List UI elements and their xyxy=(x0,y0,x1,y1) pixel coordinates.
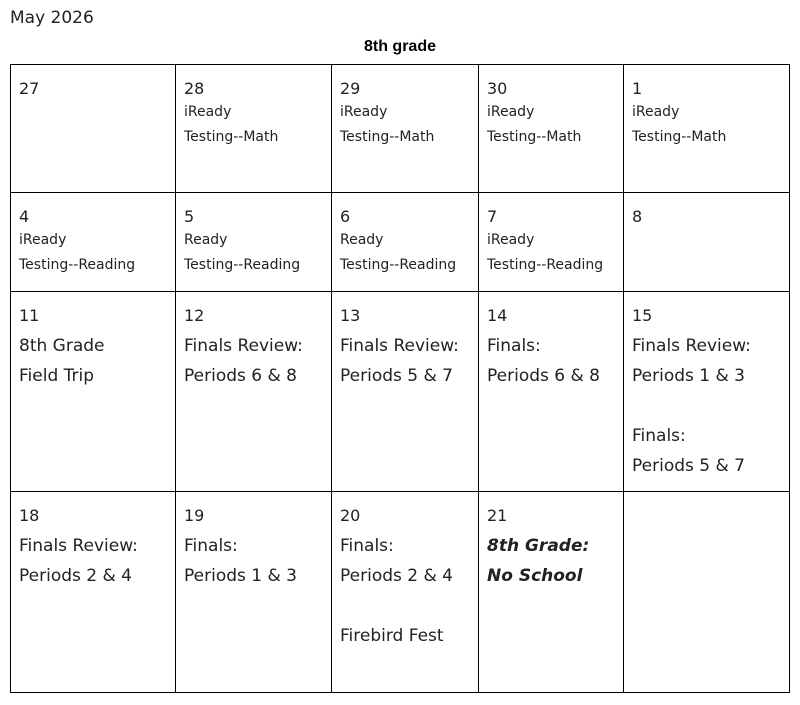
event-text: Testing--Math xyxy=(340,129,435,145)
day-cell xyxy=(479,292,624,492)
day-cell xyxy=(624,193,790,292)
day-cell xyxy=(11,193,176,292)
day-number: 27 xyxy=(19,79,40,98)
event-text: Periods 5 & 7 xyxy=(632,456,745,476)
day-number: 28 xyxy=(184,79,205,98)
month-title: May 2026 xyxy=(10,8,94,28)
day-cell xyxy=(176,292,332,492)
day-cell-empty xyxy=(624,492,790,693)
event-text: No School xyxy=(487,566,583,586)
calendar-week-2 xyxy=(11,193,790,292)
event-text: Testing--Reading xyxy=(19,257,136,273)
event-text: iReady xyxy=(487,232,535,248)
calendar-week-1 xyxy=(11,65,790,193)
day-cell xyxy=(332,292,479,492)
event-text: Testing--Reading xyxy=(487,257,604,273)
event-text: 8th Grade xyxy=(19,336,105,356)
event-text: 8th Grade: xyxy=(487,536,590,556)
day-cell xyxy=(479,492,624,693)
event-text: Finals: xyxy=(487,336,541,356)
day-number: 19 xyxy=(184,506,205,525)
event-text: Finals Review: xyxy=(19,536,138,556)
calendar-table xyxy=(10,64,790,693)
event-text: Testing--Math xyxy=(632,129,727,145)
day-number: 20 xyxy=(340,506,361,525)
day-cell xyxy=(624,292,790,492)
event-text: Finals: xyxy=(184,536,238,556)
day-number: 6 xyxy=(340,207,351,226)
event-text: Periods 2 & 4 xyxy=(340,566,453,586)
event-text: Periods 6 & 8 xyxy=(487,366,600,386)
day-cell xyxy=(11,292,176,492)
event-text: Finals Review: xyxy=(632,336,751,356)
event-text: Finals: xyxy=(632,426,686,446)
event-text: Periods 1 & 3 xyxy=(184,566,297,586)
day-number: 1 xyxy=(632,79,643,98)
grade-title: 8th grade xyxy=(363,38,436,55)
event-text: iReady xyxy=(184,104,232,120)
calendar-week-4 xyxy=(11,492,790,693)
day-number: 4 xyxy=(19,207,30,226)
event-text: Periods 6 & 8 xyxy=(184,366,297,386)
event-text: Ready xyxy=(184,232,228,248)
day-number: 18 xyxy=(19,506,40,525)
event-text: Finals Review: xyxy=(184,336,303,356)
day-cell xyxy=(624,65,790,193)
day-number: 7 xyxy=(487,207,498,226)
event-text: Testing--Reading xyxy=(184,257,301,273)
day-number: 11 xyxy=(19,306,40,325)
calendar-week-3 xyxy=(11,292,790,492)
day-cell xyxy=(479,193,624,292)
day-cell xyxy=(332,193,479,292)
day-number: 8 xyxy=(632,207,643,226)
day-number: 21 xyxy=(487,506,508,525)
event-text: Periods 1 & 3 xyxy=(632,366,745,386)
event-text: iReady xyxy=(340,104,388,120)
day-cell xyxy=(176,65,332,193)
event-text: Finals: xyxy=(340,536,394,556)
event-text: Field Trip xyxy=(19,366,95,386)
event-text: Ready xyxy=(340,232,384,248)
event-text: iReady xyxy=(632,104,680,120)
day-number: 15 xyxy=(632,306,653,325)
event-text: Periods 2 & 4 xyxy=(19,566,132,586)
event-text: iReady xyxy=(19,232,67,248)
day-cell xyxy=(479,65,624,193)
day-number: 5 xyxy=(184,207,195,226)
day-cell xyxy=(332,65,479,193)
day-number: 12 xyxy=(184,306,205,325)
day-cell xyxy=(176,193,332,292)
event-text: iReady xyxy=(487,104,535,120)
event-text: Testing--Math xyxy=(487,129,582,145)
day-number: 14 xyxy=(487,306,508,325)
day-cell xyxy=(176,492,332,693)
event-text: Finals Review: xyxy=(340,336,459,356)
day-cell xyxy=(332,492,479,693)
day-number: 29 xyxy=(340,79,361,98)
day-number: 13 xyxy=(340,306,361,325)
day-cell xyxy=(11,492,176,693)
event-text: Testing--Reading xyxy=(340,257,457,273)
day-cell xyxy=(11,65,176,193)
event-text: Periods 5 & 7 xyxy=(340,366,453,386)
event-text: Testing--Math xyxy=(184,129,279,145)
day-number: 30 xyxy=(487,79,508,98)
event-text: Firebird Fest xyxy=(340,626,444,646)
